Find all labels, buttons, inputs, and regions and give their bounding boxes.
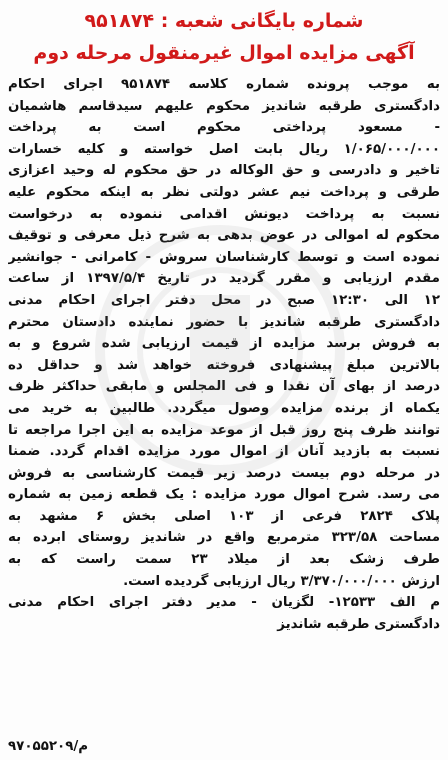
body-line: درصد از بهای آن نقدا و فی المجلس و مابقی حداکثر ظرف: [8, 379, 440, 395]
body-line: پلاک ۲۸۲۴ فرعی از ۱۰۳ اصلی بخش ۶ مشهد به: [8, 508, 440, 524]
body-line: یکماه از برنده مزایده وصول میگردد. طالبین به خرید می: [8, 400, 440, 416]
body-line: بالاترین مبلغ پیشنهادی فروخته خواهد شد و حداقل ده: [8, 357, 440, 373]
body-line: به موجب پرونده شماره کلاسه ۹۵۱۸۷۴ اجرای احکام: [8, 77, 440, 92]
archive-number: شماره بایگانی شعبه : ۹۵۱۸۷۴: [84, 10, 364, 32]
body-line: در مرحله دوم بیست درصد زیر قیمت کارشناسی به فروش: [8, 465, 440, 481]
body-line: تاخیر و دادرسی و حق الوکاله در حق محکوم له وحید اعزازی: [8, 163, 440, 179]
publication-code: م/۹۷۰۵۵۲۰۹: [8, 739, 89, 754]
signature-line: دادگستری طرقبه شاندیز: [277, 616, 440, 632]
body-line: ارزش ۳/۳۷۰/۰۰۰/۰۰۰ ریال ارزیابی گردیده است.: [123, 573, 440, 589]
body-line: مقدم ارزیابی و مقرر گردید در تاریخ ۱۳۹۷/۵/۴ از ساعت: [8, 271, 440, 287]
body-line: به فروش برسد مزایده از قیمت ارزیابی شده شروع و به: [8, 336, 440, 352]
body-line: - مسعود پرداختی محکوم است به پرداخت: [8, 120, 440, 136]
body-line: محکوم له اموالی در عوض بدهی به شرح ذیل معرفی و توقیف: [8, 228, 440, 244]
body-line: می رسد. شرح اموال مورد مزایده : یک قطعه زمین به شماره: [8, 487, 440, 503]
body-line: مساحت ۳۲۳/۵۸ مترمربع واقع در شاندیز روستای ابرده به: [8, 530, 440, 546]
body-line: نموده است و توسط کارشناسان سروش - کامرانی - جوانشیر: [8, 249, 440, 265]
body-line: نسبت به پرداخت دیونش اقدامی ننموده به درخواست: [8, 206, 440, 222]
body-line: ۱۲ الی ۱۲:۳۰ صبح در محل دفتر اجرای احکام مدنی: [8, 292, 440, 308]
body-line: طرقی و پرداخت نیم عشر دولتی نظر به اینکه محکوم علیه: [8, 184, 440, 200]
body-line: طرف زشک بعد از میلاد ۲۳ سمت راست که به: [8, 552, 440, 568]
body-line: توانند ظرف پنج روز قبل از موعد مزایده به این اجرا مراجعه تا: [8, 422, 440, 438]
body-line: نسبت به بازدید آنان از اموال مورد مزایده اقدام گردد. ضمنا: [8, 444, 440, 460]
signature-line: م الف ۱۲۵۳۳- لگزیان - مدیر دفتر اجرای احکام مدنی: [8, 595, 440, 611]
body-line: ۱/۰۶۵/۰۰۰/۰۰۰ ریال بابت اصل خواسته و کلیه خسارات: [8, 141, 440, 157]
notice-body: [8, 74, 440, 635]
body-line: دادگستری طرقبه شاندیز محکوم علیهم سیدقاسم هاشمیان: [8, 98, 440, 114]
notice-title: آگهی مزایده اموال غیرمنقول مرحله دوم: [33, 42, 415, 64]
body-line: دادگستری طرقبه شاندیز با حضور نماینده دادستان محترم: [8, 314, 440, 330]
